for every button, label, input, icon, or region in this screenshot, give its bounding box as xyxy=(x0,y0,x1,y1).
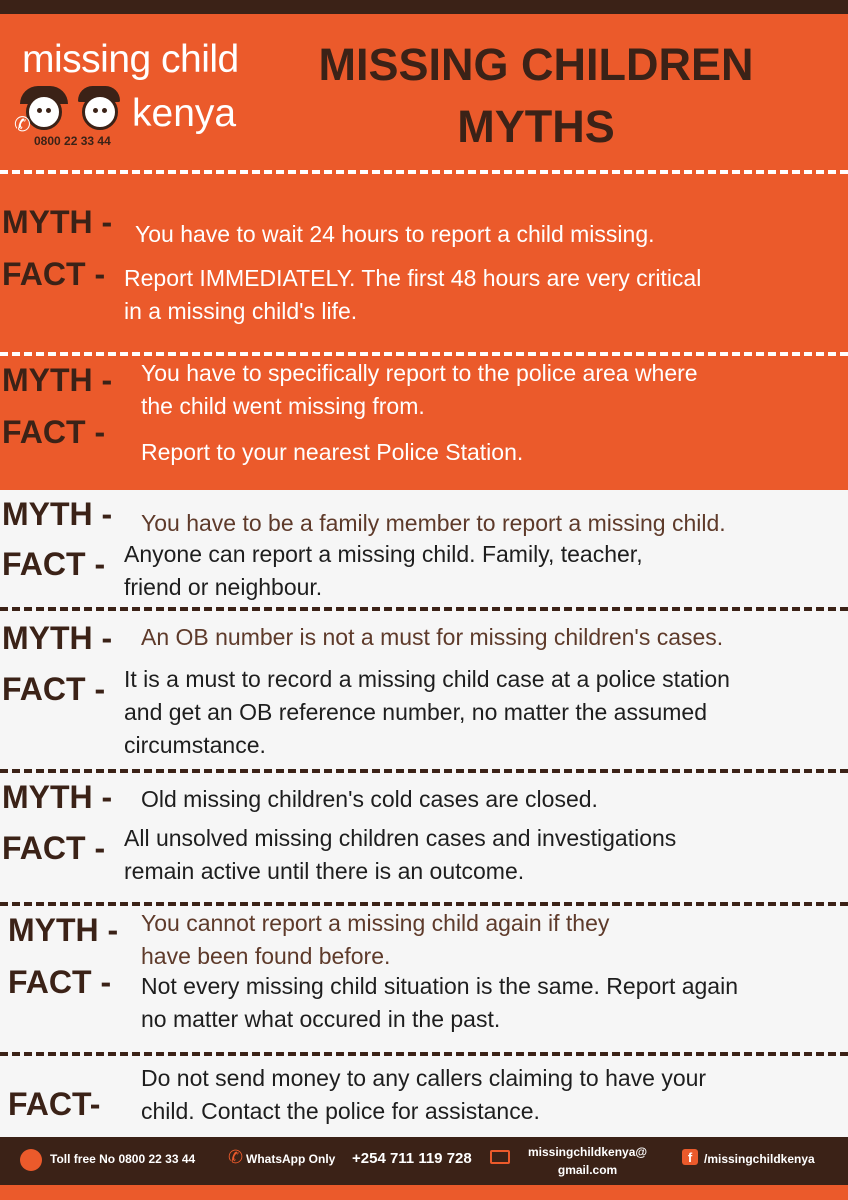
fact-label: FACT - xyxy=(8,964,112,1000)
facebook-icon: f xyxy=(682,1149,698,1165)
phone-icon: ✆ xyxy=(228,1147,244,1167)
fact-line: It is a must to record a missing child case at a police station xyxy=(124,666,730,692)
myth-label: MYTH - xyxy=(8,912,119,948)
myth-text xyxy=(141,907,609,973)
fact-text xyxy=(124,822,676,888)
fact-label: FACT - xyxy=(2,414,106,450)
myth-label: MYTH - xyxy=(2,362,113,398)
page-title xyxy=(258,34,814,158)
separator xyxy=(0,352,848,356)
logo xyxy=(14,30,254,155)
facebook-handle[interactable]: /missingchildkenya xyxy=(704,1152,815,1166)
fact-line: in a missing child's life. xyxy=(124,298,358,324)
fact-label: FACT- xyxy=(8,1086,101,1122)
footer-bottom-strip xyxy=(0,1185,848,1200)
whatsapp-label: WhatsApp Only xyxy=(246,1152,336,1166)
title-line-1: MISSING CHILDREN xyxy=(318,39,754,90)
email-line: missingchildkenya@ xyxy=(528,1145,648,1159)
fact-line: circumstance. xyxy=(124,732,266,758)
myth-text: An OB number is not a must for missing children's cases. xyxy=(141,624,724,650)
separator xyxy=(0,769,848,773)
myth-line: the child went missing from. xyxy=(141,393,425,419)
fact-text: Report to your nearest Police Station. xyxy=(141,439,524,465)
myth-text: Old missing children's cold cases are closed. xyxy=(141,786,598,812)
myth-text xyxy=(141,357,698,423)
fact-text xyxy=(141,970,738,1036)
fact-line: and get an OB reference number, no matter the assumed xyxy=(124,699,708,725)
separator xyxy=(0,607,848,611)
fact-line: friend or neighbour. xyxy=(124,574,323,600)
tollfree-text: Toll free No 0800 22 33 44 xyxy=(50,1152,196,1166)
fact-text xyxy=(124,262,701,328)
top-bar xyxy=(0,0,848,14)
email-text[interactable] xyxy=(528,1143,647,1179)
fact-line: Not every missing child situation is the same. Report again xyxy=(141,973,739,999)
myth-label: MYTH - xyxy=(2,496,113,532)
fact-line: no matter what occured in the past. xyxy=(141,1006,501,1032)
separator xyxy=(0,1052,848,1056)
fact-label: FACT - xyxy=(2,671,106,707)
whatsapp-number: +254 711 119 728 xyxy=(352,1150,472,1167)
fact-line: Anyone can report a missing child. Family, teacher, xyxy=(124,541,643,567)
fact-line: child. Contact the police for assistance. xyxy=(141,1098,540,1124)
myth-text: You have to wait 24 hours to report a child missing. xyxy=(135,221,655,247)
fact-text xyxy=(141,1062,706,1128)
girl-face-icon xyxy=(26,94,62,130)
logo-phone-number: 0800 22 33 44 xyxy=(34,134,111,148)
fact-text xyxy=(124,663,730,762)
fact-line: remain active until there is an outcome. xyxy=(124,858,525,884)
fact-label: FACT - xyxy=(2,830,106,866)
separator xyxy=(0,170,848,174)
myth-label: MYTH - xyxy=(2,779,113,815)
email-line: gmail.com xyxy=(557,1163,618,1177)
fact-line: Report IMMEDIATELY. The first 48 hours are very critical xyxy=(124,265,702,291)
myth-line: You cannot report a missing child again if they xyxy=(141,910,610,936)
phone-icon: ✆ xyxy=(14,114,31,136)
fact-label: FACT - xyxy=(2,256,106,292)
myth-label: MYTH - xyxy=(2,620,113,656)
mail-icon xyxy=(490,1150,510,1164)
fact-line: Do not send money to any callers claiming to have your xyxy=(141,1065,707,1091)
separator xyxy=(0,902,848,906)
myth-text: You have to be a family member to report a missing child. xyxy=(141,510,726,536)
myth-line: You have to specifically report to the police area where xyxy=(141,360,698,386)
logo-text-top: missing child xyxy=(22,38,239,81)
myth-label: MYTH - xyxy=(2,204,113,240)
myth-line: have been found before. xyxy=(141,943,391,969)
logo-icon xyxy=(20,1149,42,1171)
boy-face-icon xyxy=(82,94,118,130)
fact-label: FACT - xyxy=(2,546,106,582)
fact-line: All unsolved missing children cases and investigations xyxy=(124,825,677,851)
fact-text xyxy=(124,538,643,604)
logo-text-kenya: kenya xyxy=(132,92,237,135)
title-line-2: MYTHS xyxy=(457,101,615,152)
